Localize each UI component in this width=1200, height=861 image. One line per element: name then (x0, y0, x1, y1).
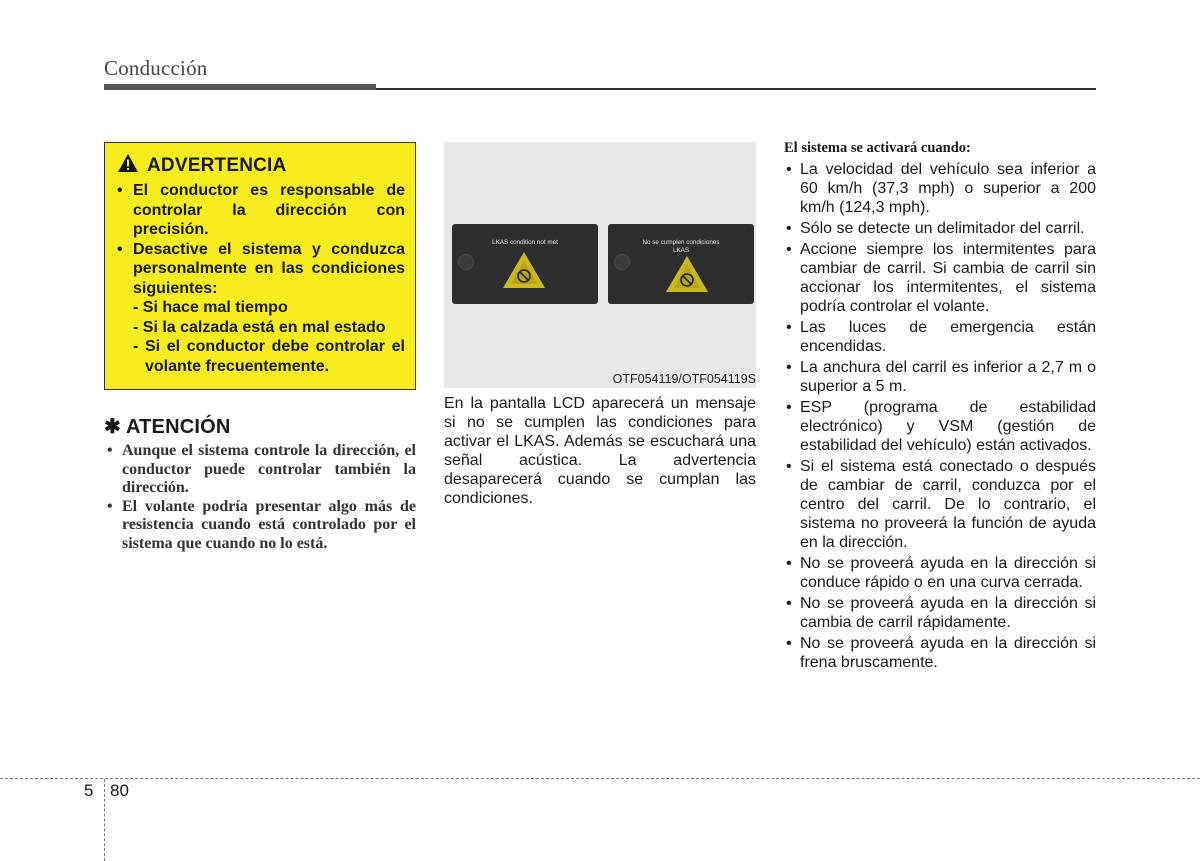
lcd-screen-spanish (608, 224, 754, 304)
condition-item: • ESP (programa de estabilidad electrónico) y VSM (gestión de estabilidad del vehículo) están activados. (784, 398, 1096, 455)
attention-item: • El volante podría presentar algo más de resistencia cuando está controlado por el sistema que cuando no lo está. (104, 498, 416, 554)
lcd-message-line: LKAS (672, 247, 690, 254)
condition-item: • La anchura del carril es inferior a 2,7 m o superior a 5 m. (784, 358, 1096, 396)
condition-item: • No se proveerá ayuda en la dirección si conduce rápido o en una curva cerrada. (784, 554, 1096, 592)
warning-sub-item: - Si hace mal tiempo (133, 299, 288, 316)
warning-sub-item: - Si la calzada está en mal estado (133, 318, 386, 336)
section-title: Conducción (104, 56, 208, 80)
conditions-list (784, 160, 1096, 674)
warning-triangle-icon (117, 153, 139, 178)
lcd-message (608, 239, 754, 255)
knob-icon (458, 254, 474, 270)
warning-list (117, 181, 405, 376)
lcd-message-line: No se cumplen condiciones (642, 239, 720, 246)
page-number: 80 (110, 781, 129, 800)
condition-item: • No se proveerá ayuda en la dirección si frena bruscamente. (784, 634, 1096, 672)
header-rule (104, 84, 376, 90)
warning-item (117, 240, 405, 377)
asterisk-icon: ✱ (104, 416, 121, 438)
condition-item: • La velocidad del vehículo sea inferior a 60 km/h (37,3 mph) o superior a 200 km/h (124,3 mph). (784, 160, 1096, 217)
footer-vertical-divider (104, 779, 105, 861)
warning-title: ADVERTENCIA (147, 154, 287, 176)
figure-caption: En la pantalla LCD aparecerá un mensaje si no se cumplen las condiciones para activar el LKAS. Además se escuchará una señal acústica. La advertencia desaparecerá cuando se cumplan las condiciones. (444, 395, 756, 507)
lcd-message: LKAS condition not met (492, 239, 558, 246)
warning-item: • El conductor es responsable de controlar la dirección con precisión. (117, 181, 405, 240)
lcd-screen-english (452, 224, 598, 304)
warning-sub-list (133, 298, 405, 376)
figure-code: OTF054119/OTF054119S (612, 372, 756, 386)
condition-item: • Si el sistema está conectado o después de cambiar de carril, conduzca por el centro del carril. De lo contrario, el sistema no proveerá la función de ayuda en la dirección. (784, 457, 1096, 552)
conditions-heading: El sistema se activará cuando: (784, 140, 971, 156)
attention-title-text: ATENCIÓN (125, 416, 231, 438)
condition-item: • No se proveerá ayuda en la dirección si cambia de carril rápidamente. (784, 594, 1096, 632)
header-rule-thin (376, 88, 1096, 90)
figure-image (444, 142, 756, 388)
attention-item: • Aunque el sistema controle la dirección, el conductor puede controlar también la dirección. (104, 442, 416, 498)
warning-box (104, 142, 416, 390)
lane-warning-icon (664, 254, 710, 294)
warning-sub-item: - Si el conductor debe controlar el volante frecuentemente. (133, 338, 405, 375)
attention-title (104, 414, 231, 439)
condition-item: • Sólo se detecte un delimitador del carril. (784, 219, 1096, 238)
warning-item-text: Desactive el sistema y conduzca personalmente en las condiciones siguientes: (133, 240, 405, 297)
condition-item: • Accione siempre los intermitentes para cambiar de carril. Si cambia de carril sin accionar los intermitentes, el sistema podría controlar el volante. (784, 240, 1096, 316)
knob-icon (614, 254, 630, 270)
footer-divider (0, 778, 1200, 779)
warning-header (117, 153, 405, 178)
chapter-number: 5 (84, 781, 94, 800)
attention-list (104, 442, 416, 553)
lane-warning-icon (501, 250, 547, 290)
condition-item: • Las luces de emergencia están encendidas. (784, 318, 1096, 356)
